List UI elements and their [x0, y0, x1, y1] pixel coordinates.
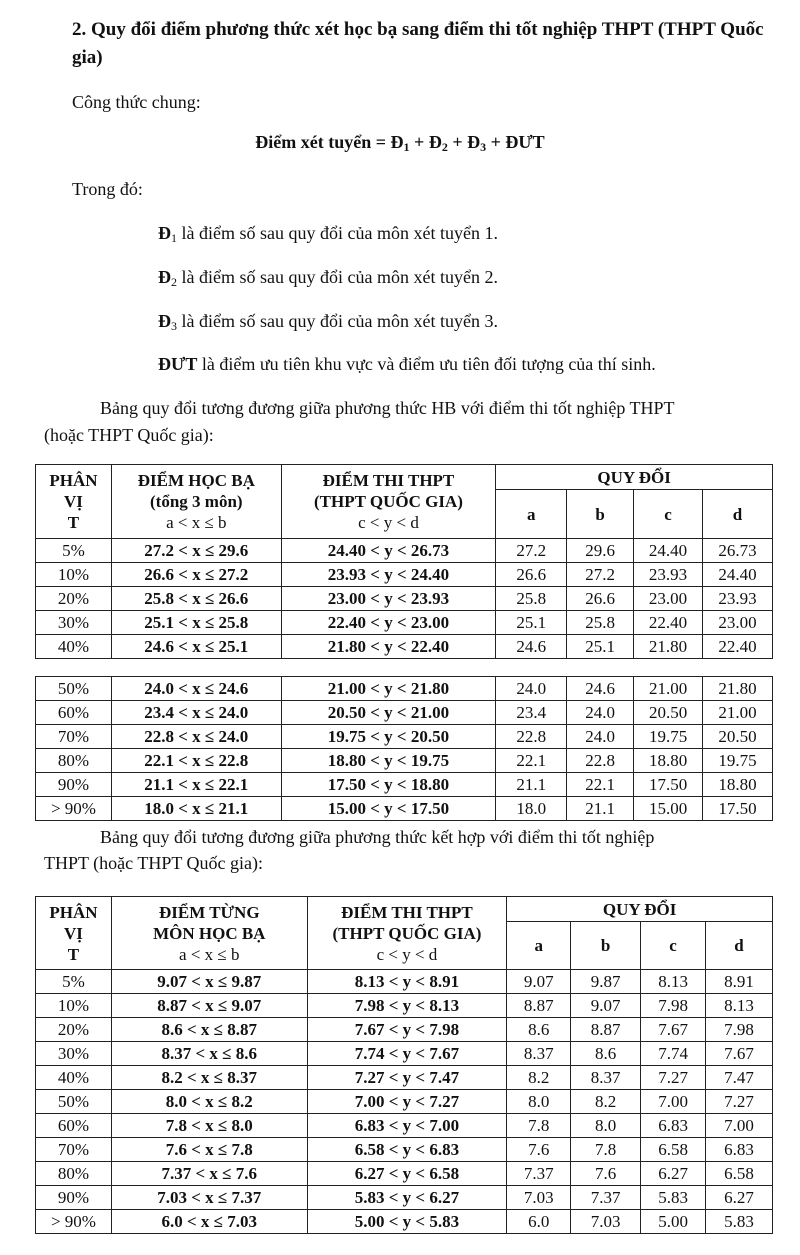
- d-cell: 7.67: [706, 1042, 773, 1066]
- c-cell: 5.83: [641, 1186, 706, 1210]
- diem-thi-range-cell: 24.40 < y < 26.73: [281, 539, 496, 563]
- conversion-table-hb-part-1: [35, 464, 773, 659]
- table-row: [36, 1018, 773, 1042]
- caption-1-line-1: Bảng quy đổi tương đương giữa phương thức HB với điểm thi tốt nghiệp THPT: [100, 398, 675, 418]
- table-row: [36, 635, 773, 659]
- d-cell: 6.83: [706, 1138, 773, 1162]
- table-row: [36, 611, 773, 635]
- header-diem-thi: ĐIỂM THI THPT (THPT QUỐC GIA) c < y < d: [281, 465, 496, 539]
- a-cell: 7.37: [507, 1162, 571, 1186]
- b-cell: 7.8: [571, 1138, 641, 1162]
- header-a: a: [496, 490, 567, 539]
- d-cell: 24.40: [703, 563, 773, 587]
- a-cell: 8.87: [507, 994, 571, 1018]
- d-cell: 17.50: [703, 797, 773, 821]
- hoc-ba-range-cell: 22.8 < x ≤ 24.0: [111, 725, 281, 749]
- table-row: [36, 1138, 773, 1162]
- diem-thi-range-cell: 7.27 < y < 7.47: [307, 1066, 507, 1090]
- a-cell: 7.8: [507, 1114, 571, 1138]
- percentile-cell: 70%: [36, 725, 112, 749]
- percentile-cell: 5%: [36, 970, 112, 994]
- header-b: b: [571, 922, 641, 970]
- hoc-ba-range-cell: 18.0 < x ≤ 21.1: [111, 797, 281, 821]
- b-cell: 9.87: [571, 970, 641, 994]
- d-cell: 6.27: [706, 1186, 773, 1210]
- diem-thi-range-cell: 21.80 < y < 22.40: [281, 635, 496, 659]
- caption-1-line-2: (hoặc THPT Quốc gia):: [44, 425, 214, 445]
- c-cell: 23.93: [634, 563, 703, 587]
- diem-thi-range-cell: 5.83 < y < 6.27: [307, 1186, 507, 1210]
- a-cell: 8.37: [507, 1042, 571, 1066]
- header-c: c: [641, 922, 706, 970]
- diem-thi-range-cell: 17.50 < y < 18.80: [281, 773, 496, 797]
- percentile-cell: 40%: [36, 635, 112, 659]
- d-cell: 21.00: [703, 701, 773, 725]
- c-cell: 23.00: [634, 587, 703, 611]
- d-cell: 18.80: [703, 773, 773, 797]
- a-cell: 8.6: [507, 1018, 571, 1042]
- table-row: [36, 749, 773, 773]
- a-cell: 7.6: [507, 1138, 571, 1162]
- table-row: [36, 1114, 773, 1138]
- diem-thi-range-cell: 23.00 < y < 23.93: [281, 587, 496, 611]
- table-row: [36, 797, 773, 821]
- a-cell: 25.1: [496, 611, 567, 635]
- section-number: 2.: [72, 19, 87, 40]
- conversion-table-combined: [35, 896, 773, 1234]
- a-cell: 25.8: [496, 587, 567, 611]
- where-label: Trong đó:: [72, 179, 143, 199]
- percentile-cell: 40%: [36, 1066, 112, 1090]
- a-cell: 26.6: [496, 563, 567, 587]
- percentile-cell: 20%: [36, 587, 112, 611]
- section-title: Quy đổi điểm phương thức xét học bạ sang điểm thi tốt nghiệp THPT (THPT Quốc gia): [72, 19, 764, 68]
- percentile-cell: 80%: [36, 749, 112, 773]
- table-row: [36, 970, 773, 994]
- hoc-ba-range-cell: 7.8 < x ≤ 8.0: [111, 1114, 307, 1138]
- c-cell: 21.00: [634, 677, 703, 701]
- d-cell: 26.73: [703, 539, 773, 563]
- hoc-ba-range-cell: 6.0 < x ≤ 7.03: [111, 1210, 307, 1234]
- hoc-ba-range-cell: 25.1 < x ≤ 25.8: [111, 611, 281, 635]
- header-percentile: PHÂN VỊ T: [36, 465, 112, 539]
- table-row: [36, 994, 773, 1018]
- b-cell: 7.03: [571, 1210, 641, 1234]
- a-cell: 18.0: [496, 797, 567, 821]
- b-cell: 26.6: [567, 587, 634, 611]
- percentile-cell: 30%: [36, 1042, 112, 1066]
- header-quy-doi: QUY ĐỔI: [496, 465, 773, 490]
- table-row: [36, 563, 773, 587]
- header-percentile: PHÂN VỊ T: [36, 897, 112, 970]
- d-cell: 7.27: [706, 1090, 773, 1114]
- hoc-ba-range-cell: 26.6 < x ≤ 27.2: [111, 563, 281, 587]
- c-cell: 7.27: [641, 1066, 706, 1090]
- conversion-table-hb-part-2: [35, 676, 773, 821]
- b-cell: 29.6: [567, 539, 634, 563]
- d-cell: 23.93: [703, 587, 773, 611]
- table-row: [36, 1042, 773, 1066]
- diem-thi-range-cell: 8.13 < y < 8.91: [307, 970, 507, 994]
- c-cell: 19.75: [634, 725, 703, 749]
- c-cell: 17.50: [634, 773, 703, 797]
- hoc-ba-range-cell: 8.6 < x ≤ 8.87: [111, 1018, 307, 1042]
- percentile-cell: 90%: [36, 773, 112, 797]
- a-cell: 6.0: [507, 1210, 571, 1234]
- c-cell: 20.50: [634, 701, 703, 725]
- a-cell: 8.2: [507, 1066, 571, 1090]
- b-cell: 7.6: [571, 1162, 641, 1186]
- b-cell: 22.8: [567, 749, 634, 773]
- percentile-cell: 10%: [36, 994, 112, 1018]
- b-cell: 8.2: [571, 1090, 641, 1114]
- percentile-cell: 90%: [36, 1186, 112, 1210]
- caption-2-line-1: Bảng quy đổi tương đương giữa phương thức kết hợp với điểm thi tốt nghiệp: [100, 827, 655, 847]
- percentile-cell: > 90%: [36, 1210, 112, 1234]
- percentile-cell: 20%: [36, 1018, 112, 1042]
- header-b: b: [567, 490, 634, 539]
- b-cell: 25.1: [567, 635, 634, 659]
- a-cell: 21.1: [496, 773, 567, 797]
- a-cell: 22.8: [496, 725, 567, 749]
- table-row: [36, 1066, 773, 1090]
- header-quy-doi: QUY ĐỔI: [507, 897, 773, 922]
- general-formula-label: Công thức chung:: [72, 92, 201, 112]
- diem-thi-range-cell: 7.67 < y < 7.98: [307, 1018, 507, 1042]
- diem-thi-range-cell: 6.58 < y < 6.83: [307, 1138, 507, 1162]
- diem-thi-range-cell: 15.00 < y < 17.50: [281, 797, 496, 821]
- hoc-ba-range-cell: 24.6 < x ≤ 25.1: [111, 635, 281, 659]
- d-cell: 21.80: [703, 677, 773, 701]
- d-cell: 23.00: [703, 611, 773, 635]
- c-cell: 7.98: [641, 994, 706, 1018]
- percentile-cell: 50%: [36, 677, 112, 701]
- c-cell: 6.27: [641, 1162, 706, 1186]
- diem-thi-range-cell: 21.00 < y < 21.80: [281, 677, 496, 701]
- header-hoc-ba: ĐIỂM HỌC BẠ (tổng 3 môn) a < x ≤ b: [111, 465, 281, 539]
- c-cell: 7.67: [641, 1018, 706, 1042]
- table-row: [36, 1186, 773, 1210]
- c-cell: 15.00: [634, 797, 703, 821]
- a-cell: 8.0: [507, 1090, 571, 1114]
- b-cell: 27.2: [567, 563, 634, 587]
- a-cell: 9.07: [507, 970, 571, 994]
- hoc-ba-range-cell: 7.6 < x ≤ 7.8: [111, 1138, 307, 1162]
- hoc-ba-range-cell: 8.2 < x ≤ 8.37: [111, 1066, 307, 1090]
- header-diem-thi: ĐIỂM THI THPT (THPT QUỐC GIA) c < y < d: [307, 897, 507, 970]
- d-cell: 7.47: [706, 1066, 773, 1090]
- a-cell: 23.4: [496, 701, 567, 725]
- definition-1: $Đ_1$ là điểm số sau quy đổi của môn xét tuyển 1.: [158, 223, 498, 245]
- table-row: [36, 1210, 773, 1234]
- diem-thi-range-cell: 18.80 < y < 19.75: [281, 749, 496, 773]
- definition-3: $Đ_3$ là điểm số sau quy đổi của môn xét tuyển 3.: [158, 311, 498, 333]
- table-row: [36, 701, 773, 725]
- section-heading: [72, 16, 772, 72]
- c-cell: 5.00: [641, 1210, 706, 1234]
- percentile-cell: 30%: [36, 611, 112, 635]
- c-cell: 22.40: [634, 611, 703, 635]
- percentile-cell: 70%: [36, 1138, 112, 1162]
- table-row: [36, 587, 773, 611]
- hoc-ba-range-cell: 7.37 < x ≤ 7.6: [111, 1162, 307, 1186]
- a-cell: 24.6: [496, 635, 567, 659]
- b-cell: 8.37: [571, 1066, 641, 1090]
- c-cell: 7.74: [641, 1042, 706, 1066]
- a-cell: 24.0: [496, 677, 567, 701]
- d-cell: 8.13: [706, 994, 773, 1018]
- diem-thi-range-cell: 5.00 < y < 5.83: [307, 1210, 507, 1234]
- b-cell: 22.1: [567, 773, 634, 797]
- diem-thi-range-cell: 7.74 < y < 7.67: [307, 1042, 507, 1066]
- d-cell: 19.75: [703, 749, 773, 773]
- c-cell: 6.83: [641, 1114, 706, 1138]
- header-a: a: [507, 922, 571, 970]
- diem-thi-range-cell: 20.50 < y < 21.00: [281, 701, 496, 725]
- hoc-ba-range-cell: 8.37 < x ≤ 8.6: [111, 1042, 307, 1066]
- diem-thi-range-cell: 23.93 < y < 24.40: [281, 563, 496, 587]
- b-cell: 9.07: [571, 994, 641, 1018]
- header-c: c: [634, 490, 703, 539]
- hoc-ba-range-cell: 8.0 < x ≤ 8.2: [111, 1090, 307, 1114]
- percentile-cell: 60%: [36, 701, 112, 725]
- percentile-cell: 5%: [36, 539, 112, 563]
- b-cell: 8.0: [571, 1114, 641, 1138]
- header-d: d: [706, 922, 773, 970]
- d-cell: 7.00: [706, 1114, 773, 1138]
- percentile-cell: > 90%: [36, 797, 112, 821]
- c-cell: 21.80: [634, 635, 703, 659]
- d-cell: 5.83: [706, 1210, 773, 1234]
- table-row: [36, 725, 773, 749]
- b-cell: 24.0: [567, 701, 634, 725]
- diem-thi-range-cell: 7.98 < y < 8.13: [307, 994, 507, 1018]
- definition-4: ĐƯT là điểm ưu tiên khu vực và điểm ưu tiên đối tượng của thí sinh.: [158, 354, 656, 374]
- hoc-ba-range-cell: 9.07 < x ≤ 9.87: [111, 970, 307, 994]
- hoc-ba-range-cell: 8.87 < x ≤ 9.07: [111, 994, 307, 1018]
- b-cell: 7.37: [571, 1186, 641, 1210]
- b-cell: 8.6: [571, 1042, 641, 1066]
- d-cell: 8.91: [706, 970, 773, 994]
- diem-thi-range-cell: 6.27 < y < 6.58: [307, 1162, 507, 1186]
- header-d: d: [703, 490, 773, 539]
- table-row: [36, 677, 773, 701]
- diem-thi-range-cell: 7.00 < y < 7.27: [307, 1090, 507, 1114]
- percentile-cell: 60%: [36, 1114, 112, 1138]
- c-cell: 18.80: [634, 749, 703, 773]
- c-cell: 7.00: [641, 1090, 706, 1114]
- c-cell: 24.40: [634, 539, 703, 563]
- table-row: [36, 1090, 773, 1114]
- percentile-cell: 50%: [36, 1090, 112, 1114]
- diem-thi-range-cell: 6.83 < y < 7.00: [307, 1114, 507, 1138]
- b-cell: 24.6: [567, 677, 634, 701]
- diem-thi-range-cell: 19.75 < y < 20.50: [281, 725, 496, 749]
- header-hoc-ba: ĐIỂM TỪNG MÔN HỌC BẠ a < x ≤ b: [111, 897, 307, 970]
- d-cell: 22.40: [703, 635, 773, 659]
- d-cell: 20.50: [703, 725, 773, 749]
- b-cell: 8.87: [571, 1018, 641, 1042]
- hoc-ba-range-cell: 25.8 < x ≤ 26.6: [111, 587, 281, 611]
- table-row: [36, 773, 773, 797]
- d-cell: 7.98: [706, 1018, 773, 1042]
- a-cell: 22.1: [496, 749, 567, 773]
- hoc-ba-range-cell: 7.03 < x ≤ 7.37: [111, 1186, 307, 1210]
- a-cell: 7.03: [507, 1186, 571, 1210]
- percentile-cell: 80%: [36, 1162, 112, 1186]
- formula: Điểm xét tuyển = $Đ_1$ + $Đ_2$ + $Đ_3$ + ĐƯT: [255, 132, 545, 154]
- hoc-ba-range-cell: 24.0 < x ≤ 24.6: [111, 677, 281, 701]
- a-cell: 27.2: [496, 539, 567, 563]
- percentile-cell: 10%: [36, 563, 112, 587]
- b-cell: 24.0: [567, 725, 634, 749]
- diem-thi-range-cell: 22.40 < y < 23.00: [281, 611, 496, 635]
- hoc-ba-range-cell: 27.2 < x ≤ 29.6: [111, 539, 281, 563]
- b-cell: 21.1: [567, 797, 634, 821]
- hoc-ba-range-cell: 21.1 < x ≤ 22.1: [111, 773, 281, 797]
- c-cell: 6.58: [641, 1138, 706, 1162]
- table-row: [36, 1162, 773, 1186]
- d-cell: 6.58: [706, 1162, 773, 1186]
- b-cell: 25.8: [567, 611, 634, 635]
- c-cell: 8.13: [641, 970, 706, 994]
- definition-2: $Đ_2$ là điểm số sau quy đổi của môn xét tuyển 2.: [158, 267, 498, 289]
- table-row: [36, 539, 773, 563]
- caption-2-line-2: THPT (hoặc THPT Quốc gia):: [44, 853, 263, 873]
- hoc-ba-range-cell: 23.4 < x ≤ 24.0: [111, 701, 281, 725]
- hoc-ba-range-cell: 22.1 < x ≤ 22.8: [111, 749, 281, 773]
